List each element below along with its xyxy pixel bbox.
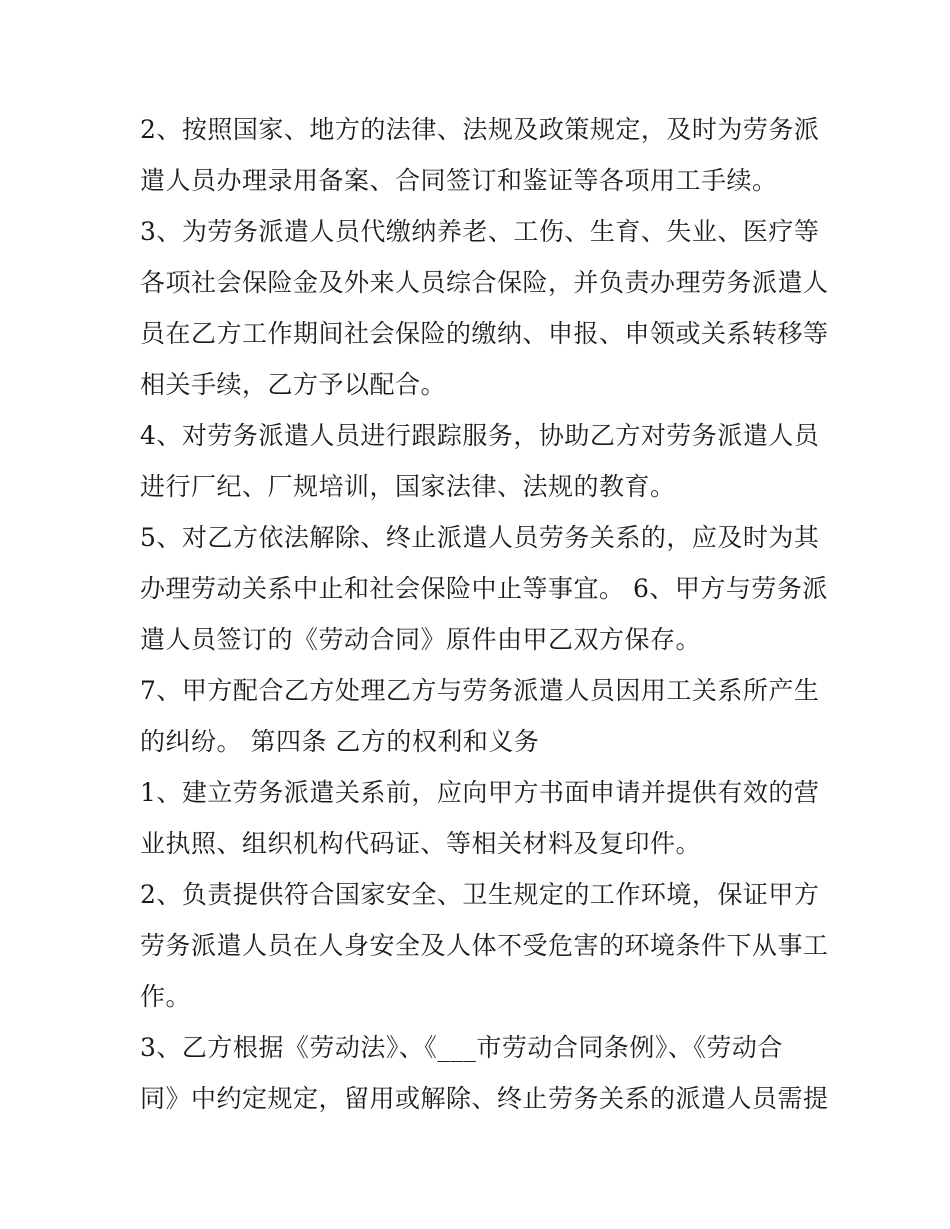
text-line: 4、对劳务派遣人员进行跟踪服务，协助乙方对劳务派遣人员 <box>140 421 820 450</box>
text-line: 进行厂纪、厂规培训，国家法律、法规的教育。 <box>140 472 676 501</box>
text-line: 3、乙方根据《劳动法》、《___市劳动合同条例》、《劳动合 <box>140 1033 783 1062</box>
text-line: 的纠纷。 第四条 乙方的权利和义务 <box>140 727 540 756</box>
text-line: 3、为劳务派遣人员代缴纳养老、工伤、生育、失业、医疗等 <box>140 217 820 246</box>
text-line: 2、负责提供符合国家安全、卫生规定的工作环境，保证甲方 <box>140 880 820 909</box>
text-line: 1、建立劳务派遣关系前，应向甲方书面申请并提供有效的营 <box>140 778 820 807</box>
text-line: 办理劳动关系中止和社会保险中止等事宜。 6、甲方与劳务派 <box>140 574 828 603</box>
text-line: 7、甲方配合乙方处理乙方与劳务派遣人员因用工关系所产生 <box>140 676 820 705</box>
text-line: 相关手续，乙方予以配合。 <box>140 370 447 399</box>
text-line: 同》中约定规定，留用或解除、终止劳务关系的派遣人员需提 <box>140 1084 829 1113</box>
text-line: 2、按照国家、地方的法律、法规及政策规定，及时为劳务派 <box>140 115 820 144</box>
text-line: 作。 <box>140 982 192 1011</box>
text-line: 业执照、组织机构代码证、等相关材料及复印件。 <box>140 829 702 858</box>
text-line: 遣人员办理录用备案、合同签订和鉴证等各项用工手续。 <box>140 166 778 195</box>
text-line: 遣人员签订的《劳动合同》原件由甲乙双方保存。 <box>140 625 702 654</box>
text-line: 劳务派遣人员在人身安全及人体不受危害的环境条件下从事工 <box>140 931 829 960</box>
text-line: 5、对乙方依法解除、终止派遣人员劳务关系的，应及时为其 <box>140 523 820 552</box>
text-line: 员在乙方工作期间社会保险的缴纳、申报、申领或关系转移等 <box>140 319 829 348</box>
text-line: 各项社会保险金及外来人员综合保险，并负责办理劳务派遣人 <box>140 268 829 297</box>
